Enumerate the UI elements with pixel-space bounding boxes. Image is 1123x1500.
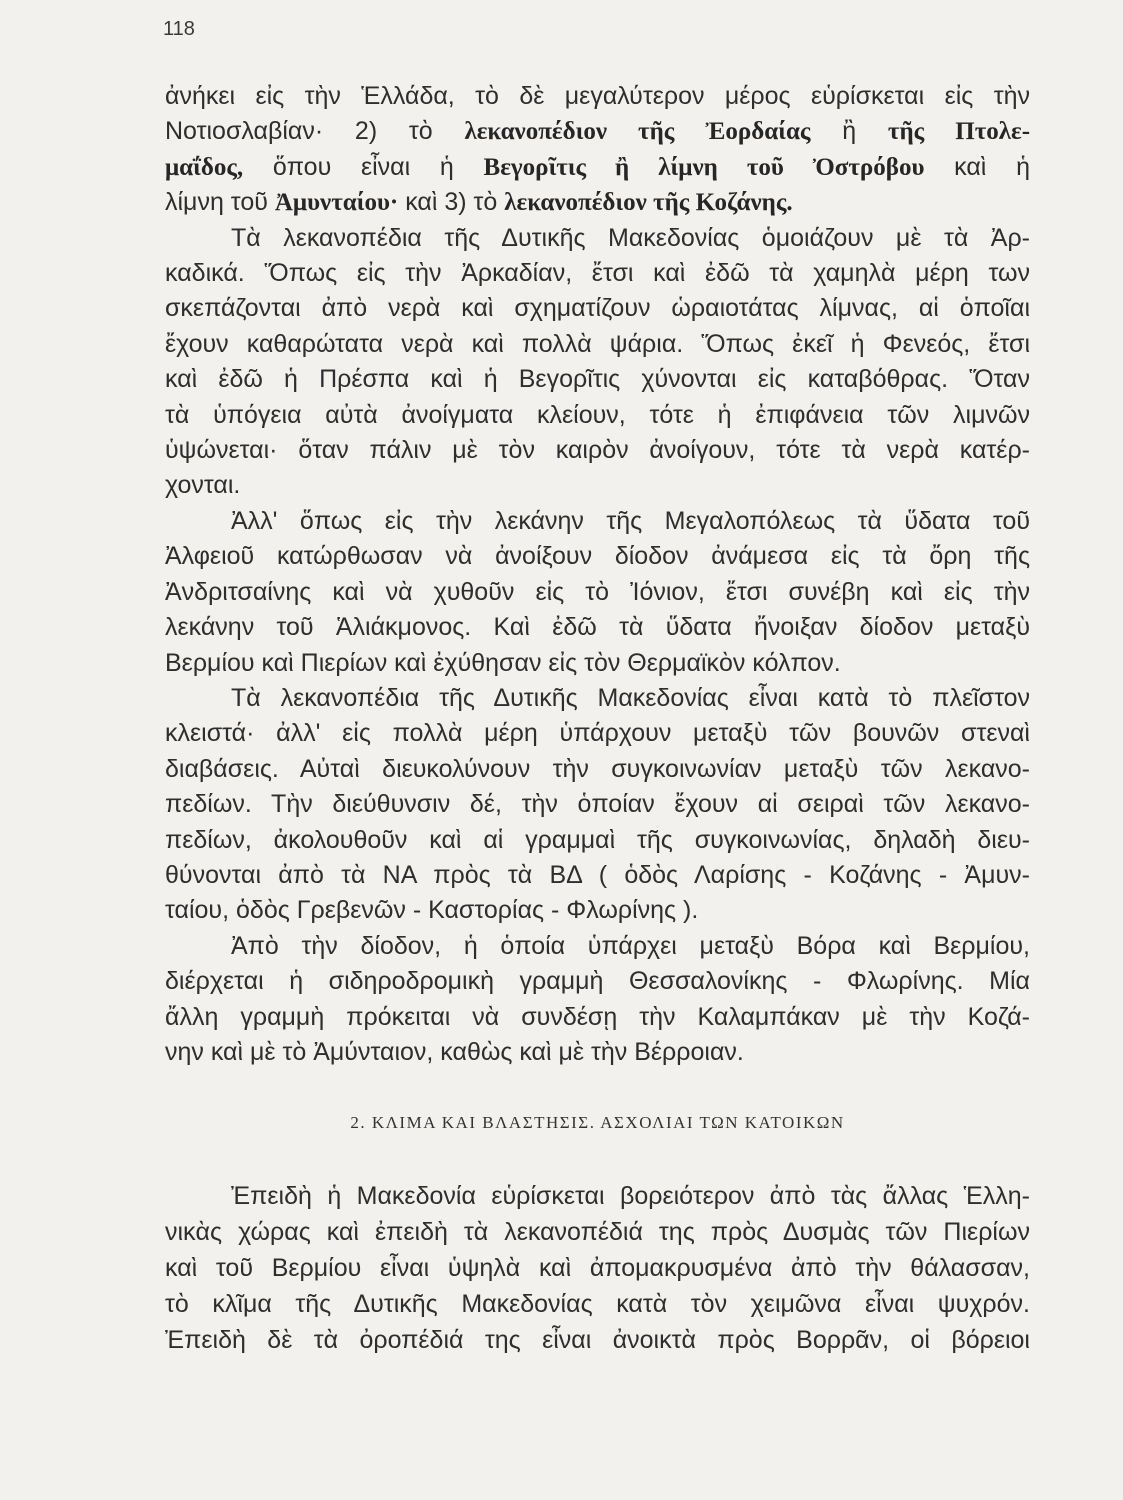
text-line bbox=[165, 114, 1030, 149]
body-text bbox=[165, 79, 1030, 1070]
text-segment: ἢ bbox=[810, 117, 888, 146]
section-heading: 2. ΚΛΙΜΑ ΚΑΙ ΒΛΑΣΤΗΣΙΣ. ΑΣΧΟΛΙΑΙ ΤΩΝ ΚΑΤΟΙΚΩΝ bbox=[350, 1113, 845, 1132]
paragraph-1 bbox=[165, 79, 1030, 221]
text-segment: ὅπου εἶναι ἡ bbox=[243, 152, 484, 181]
text-line: Τὰ λεκανοπέδια τῆς Δυτικῆς Μακεδονίας ὁμοιάζουν μὲ τὰ Ἀρ- bbox=[231, 223, 1030, 252]
text-line: σκεπάζονται ἀπὸ νερὰ καὶ σχηματίζουν ὡραιοτάτας λίμνας, αἱ ὁποῖαι bbox=[165, 294, 1030, 323]
text-line: χονται. bbox=[165, 471, 241, 500]
text-line: λεκάνην τοῦ Ἁλιάκμονος. Καὶ ἐδῶ τὰ ὕδατα ἤνοιξαν δίοδον μεταξὺ bbox=[165, 613, 1030, 642]
text-line: ἄλλη γραμμὴ πρόκειται νὰ συνδέσῃ τὴν Καλαμπάκαν μὲ τὴν Κοζά- bbox=[165, 1002, 1030, 1031]
text-line: ἀνήκει εἰς τὴν Ἑλλάδα, τὸ δὲ μεγαλύτερον μέρος εὑρίσκεται εἰς τὴν bbox=[165, 82, 1030, 110]
bold-term: λεκανοπέδιον τῆς Κοζάνης. bbox=[504, 189, 793, 217]
bold-term: Ἀμυνταίου· bbox=[274, 189, 399, 217]
text-line: τὰ ὑπόγεια αὐτὰ ἀνοίγματα κλείουν, τότε ἡ ἐπιφάνεια τῶν λιμνῶν bbox=[165, 400, 1030, 429]
paragraph-3 bbox=[165, 504, 1030, 681]
paragraph-2 bbox=[165, 221, 1030, 504]
text-segment: καὶ ἡ bbox=[924, 152, 1030, 181]
text-line bbox=[165, 185, 1030, 220]
text-line: κλειστά· ἀλλ' εἰς πολλὰ μέρη ὑπάρχουν μεταξὺ τῶν βουνῶν στεναὶ bbox=[165, 719, 1030, 748]
text-line: καὶ ἐδῶ ἡ Πρέσπα καὶ ἡ Βεγορῖτις χύνονται εἰς καταβόθρας. Ὅταν bbox=[165, 365, 1030, 394]
text-line: ταίου, ὁδὸς Γρεβενῶν - Καστορίας - Φλωρίνης ). bbox=[165, 896, 699, 925]
text-line: θύνονται ἀπὸ τὰ ΝΑ πρὸς τὰ ΒΔ ( ὁδὸς Λαρίσης - Κοζάνης - Ἀμυν- bbox=[165, 860, 1030, 889]
text-line: ἔχουν καθαρώτατα νερὰ καὶ πολλὰ ψάρια. Ὅπως ἐκεῖ ἡ Φενεός, ἔτσι bbox=[165, 329, 1030, 358]
text-line: Βερμίου καὶ Πιερίων καὶ ἐχύθησαν εἰς τὸν Θερμαϊκὸν κόλπον. bbox=[165, 648, 841, 677]
paragraph-6 bbox=[165, 1178, 1030, 1358]
bold-term: μαΐδος, bbox=[165, 153, 244, 181]
text-segment: Νοτιοσλαβίαν· 2) τὸ bbox=[165, 117, 465, 146]
text-line: πεδίων. Τὴν διεύθυνσιν δέ, τὴν ὁποίαν ἔχουν αἱ σειραὶ τῶν λεκανο- bbox=[165, 790, 1030, 819]
body-text-section-2 bbox=[165, 1178, 1030, 1358]
text-line: Τὰ λεκανοπέδια τῆς Δυτικῆς Μακεδονίας εἶναι κατὰ τὸ πλεῖστον bbox=[231, 683, 1030, 712]
text-segment: καὶ 3) τὸ bbox=[398, 188, 505, 217]
paragraph-5 bbox=[165, 929, 1030, 1071]
bold-term: τῆς Πτολε- bbox=[887, 118, 1031, 146]
text-line: καὶ τοῦ Βερμίου εἶναι ὑψηλὰ καὶ ἀπομακρυσμένα ἀπὸ τὴν θάλασσαν, bbox=[165, 1254, 1030, 1282]
paragraph-4 bbox=[165, 681, 1030, 929]
text-line bbox=[165, 150, 1030, 185]
text-line: Ἀπὸ τὴν δίοδον, ἡ ὁποία ὑπάρχει μεταξὺ Βόρα καὶ Βερμίου, bbox=[231, 931, 1030, 960]
text-line: τὸ κλῖμα τῆς Δυτικῆς Μακεδονίας κατὰ τὸν χειμῶνα εἶναι ψυχρόν. bbox=[165, 1290, 1030, 1318]
text-line: Ἀλλ' ὅπως εἰς τὴν λεκάνην τῆς Μεγαλοπόλεως τὰ ὕδατα τοῦ bbox=[231, 506, 1030, 535]
page-number: 118 bbox=[163, 18, 195, 40]
text-line: νην καὶ μὲ τὸ Ἀμύνταιον, καθὼς καὶ μὲ τὴν Βέρροιαν. bbox=[165, 1037, 744, 1066]
text-line: ὑψώνεται· ὅταν πάλιν μὲ τὸν καιρὸν ἀνοίγουν, τότε τὰ νερὰ κατέρ- bbox=[165, 436, 1030, 465]
text-line: διαβάσεις. Αὐταὶ διευκολύνουν τὴν συγκοινωνίαν μεταξὺ τῶν λεκανο- bbox=[165, 754, 1030, 783]
text-line: καδικά. Ὅπως εἰς τὴν Ἀρκαδίαν, ἔτσι καὶ ἐδῶ τὰ χαμηλὰ μέρη των bbox=[165, 259, 1030, 288]
bold-term: λεκανοπέδιον τῆς Ἐορδαίας bbox=[464, 118, 811, 146]
text-line: Ἀνδριτσαίνης καὶ νὰ χυθοῦν εἰς τὸ Ἰόνιον, ἔτσι συνέβη καὶ εἰς τὴν bbox=[165, 577, 1030, 606]
text-line: Ἐπειδὴ δὲ τὰ ὀροπέδιά της εἶναι ἀνοικτὰ πρὸς Βορρᾶν, οἱ βόρειοι bbox=[165, 1326, 1030, 1354]
text-line: πεδίων, ἀκολουθοῦν καὶ αἱ γραμμαὶ τῆς συγκοινωνίας, δηλαδὴ διευ- bbox=[165, 825, 1030, 854]
text-line: διέρχεται ἡ σιδηροδρομικὴ γραμμὴ Θεσσαλονίκης - Φλωρίνης. Μία bbox=[165, 967, 1030, 996]
bold-term: Βεγορῖτις ἢ λίμνη τοῦ Ὀστρόβου bbox=[483, 153, 925, 181]
text-line: νικὰς χώρας καὶ ἐπειδὴ τὰ λεκανοπέδιά της πρὸς Δυσμὰς τῶν Πιερίων bbox=[165, 1218, 1030, 1246]
text-line: Ἀλφειοῦ κατώρθωσαν νὰ ἀνοίξουν δίοδον ἀνάμεσα εἰς τὰ ὄρη τῆς bbox=[165, 542, 1030, 571]
text-segment: λίμνη τοῦ bbox=[165, 188, 275, 217]
text-line: Ἐπειδὴ ἡ Μακεδονία εὑρίσκεται βορειότερον ἀπὸ τὰς ἄλλας Ἑλλη- bbox=[231, 1182, 1030, 1210]
